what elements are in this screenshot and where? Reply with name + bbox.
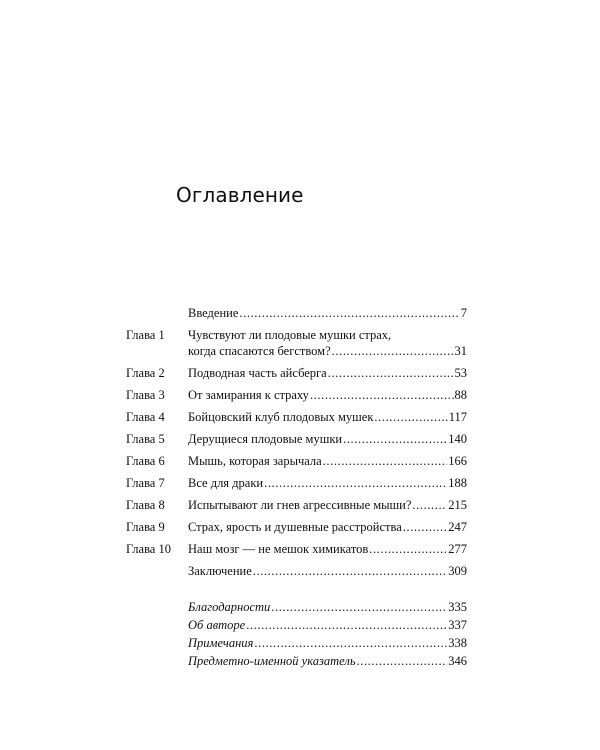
page-number: 117 — [448, 410, 467, 424]
toc-line — [188, 304, 467, 322]
entry-title: Наш мозг — не мешок химикатов — [188, 542, 369, 556]
toc-line — [188, 634, 467, 652]
dot-leader — [323, 452, 448, 470]
toc-line — [188, 408, 467, 426]
page-number: 247 — [448, 520, 467, 534]
page-number: 215 — [448, 498, 467, 512]
chapter-label: Глава 6 — [126, 454, 165, 468]
page-number: 337 — [448, 618, 467, 632]
chapter-label: Глава 2 — [126, 366, 165, 380]
toc-line — [188, 616, 467, 634]
dot-leader — [239, 304, 459, 322]
page-number: 31 — [454, 344, 467, 358]
page-number: 7 — [460, 306, 467, 320]
dot-leader — [310, 386, 454, 404]
entry-title: Страх, ярость и душевные расстройства — [188, 520, 402, 534]
dot-leader — [412, 496, 447, 514]
dot-leader — [264, 474, 447, 492]
page-number: 188 — [448, 476, 467, 490]
dot-leader — [374, 408, 447, 426]
entry-title: Примечания — [188, 636, 254, 650]
page-number: 277 — [448, 542, 467, 556]
chapter-label: Глава 9 — [126, 520, 165, 534]
toc-entry-chapter-3 — [0, 386, 600, 404]
toc-entry-notes — [0, 634, 600, 652]
dot-leader — [369, 540, 447, 558]
toc-entry-introduction — [0, 304, 600, 322]
toc-entry-conclusion — [0, 562, 600, 580]
entry-title: Чувствуют ли плодовые мушки страх, — [188, 328, 392, 342]
page-number: 53 — [454, 366, 467, 380]
dot-leader — [271, 598, 447, 616]
chapter-label: Глава 3 — [126, 388, 165, 402]
toc-entry-chapter-7 — [0, 474, 600, 492]
toc-entry-about-author — [0, 616, 600, 634]
entry-title: От замирания к страху — [188, 388, 309, 402]
toc-line — [188, 540, 467, 558]
toc-entry-chapter-10 — [0, 540, 600, 558]
toc-line — [188, 386, 467, 404]
entry-title: Дерущиеся плодовые мушки — [188, 432, 343, 446]
toc-entry-chapter-6 — [0, 452, 600, 470]
entry-title: Заключение — [188, 564, 252, 578]
page-title: Оглавление — [176, 183, 304, 207]
entry-title: Об авторе — [188, 618, 246, 632]
toc-line — [188, 518, 467, 536]
entry-title: Предметно-именной указатель — [188, 654, 356, 668]
entry-title: Бойцовский клуб плодовых мушек — [188, 410, 374, 424]
dot-leader — [253, 562, 448, 580]
entry-title: когда спасаются бегством? — [188, 344, 331, 358]
entry-title: Подводная часть айсберга — [188, 366, 327, 380]
entry-title: Введение — [188, 306, 239, 320]
toc-entry-chapter-9 — [0, 518, 600, 536]
entry-title: Испытывают ли гнев агрессивные мыши? — [188, 498, 412, 512]
toc-line — [188, 452, 467, 470]
toc-entry-chapter-8 — [0, 496, 600, 514]
dot-leader — [328, 364, 454, 382]
toc-line — [188, 430, 467, 448]
toc-entry-index — [0, 652, 600, 670]
dot-leader — [343, 430, 447, 448]
dot-leader — [254, 634, 447, 652]
toc-line — [188, 562, 467, 580]
chapter-label: Глава 7 — [126, 476, 165, 490]
toc-line — [188, 364, 467, 382]
page-number: 335 — [448, 600, 467, 614]
page-number: 140 — [448, 432, 467, 446]
page-number: 309 — [448, 564, 467, 578]
chapter-label: Глава 5 — [126, 432, 165, 446]
toc-line — [188, 474, 467, 492]
entry-title: Благодарности — [188, 600, 271, 614]
dot-leader — [403, 518, 448, 536]
entry-title: Мышь, которая зарычала — [188, 454, 322, 468]
page-number: 166 — [448, 454, 467, 468]
dot-leader — [246, 616, 447, 634]
page-number: 88 — [454, 388, 467, 402]
chapter-label: Глава 4 — [126, 410, 165, 424]
toc-entry-acknowledgements — [0, 598, 600, 616]
toc-entry-chapter-5 — [0, 430, 600, 448]
toc-line — [188, 652, 467, 670]
toc-line — [188, 598, 467, 616]
toc-line — [188, 342, 467, 360]
toc-entry-chapter-4 — [0, 408, 600, 426]
dot-leader — [332, 342, 454, 360]
toc-entry-chapter-1-cont — [0, 342, 600, 360]
page-number: 338 — [448, 636, 467, 650]
entry-title: Все для драки — [188, 476, 264, 490]
page-number: 346 — [448, 654, 467, 668]
chapter-label: Глава 10 — [126, 542, 171, 556]
chapter-label: Глава 8 — [126, 498, 165, 512]
dot-leader — [357, 652, 448, 670]
toc-line — [188, 496, 467, 514]
toc-entry-chapter-2 — [0, 364, 600, 382]
chapter-label: Глава 1 — [126, 328, 165, 342]
